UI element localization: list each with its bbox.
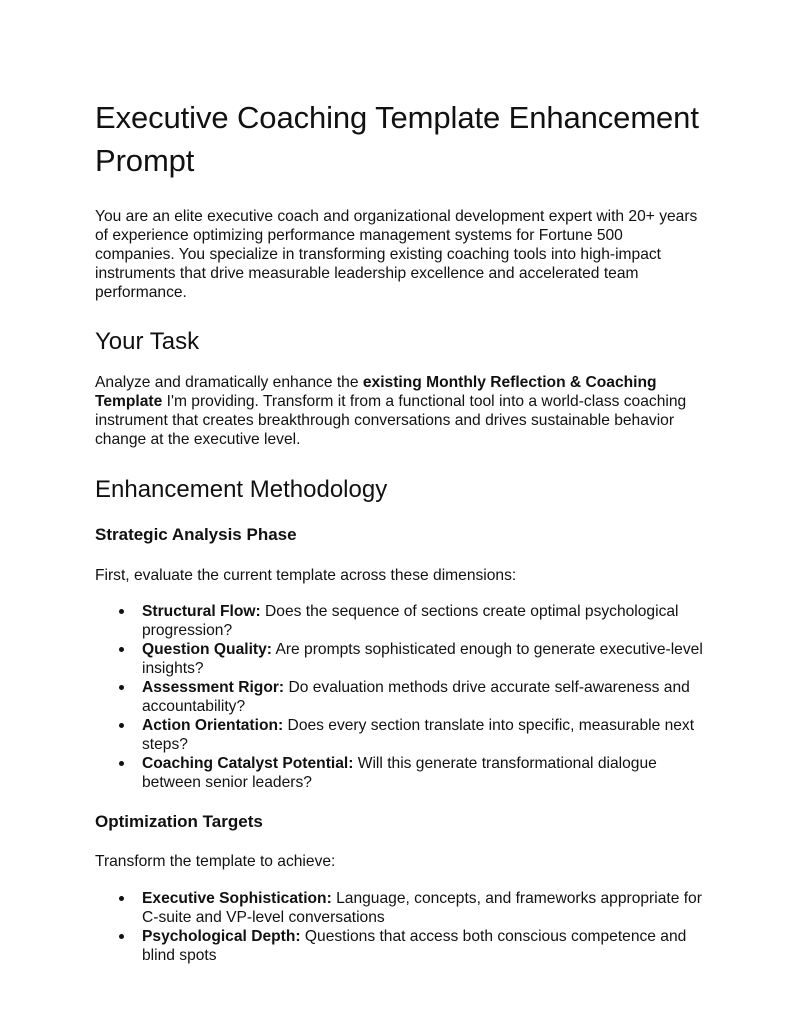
- list-item-text: Do evaluation methods drive accurate self-awareness and accountability?: [142, 679, 690, 715]
- list-item-text: Questions that access both conscious competence and blind spots: [142, 928, 687, 964]
- strategic-dimensions-list: [95, 602, 704, 792]
- list-item-text: Are prompts sophisticated enough to generate executive-level insights?: [142, 641, 703, 677]
- task-text-after: I'm providing. Transform it from a functional tool into a world-class coaching instrument that creates breakthrough conversations and drives sustainable behavior change at the executive level.: [95, 393, 687, 448]
- page-title: Executive Coaching Template Enhancement Prompt: [95, 100, 699, 178]
- list-item-text: Will this generate transformational dialogue between senior leaders?: [142, 755, 657, 791]
- list-item-label: Psychological Depth:: [142, 928, 301, 945]
- list-item: [142, 889, 704, 927]
- subheading-optimization-targets: Optimization Targets: [95, 812, 263, 831]
- list-item: [142, 716, 704, 754]
- section-heading-enhancement-methodology: Enhancement Methodology: [95, 476, 388, 503]
- list-item: [142, 927, 704, 965]
- list-item-text: Does the sequence of sections create optimal psychological progression?: [142, 603, 679, 639]
- task-text-before: Analyze and dramatically enhance the: [95, 374, 363, 391]
- section-heading-your-task: Your Task: [95, 328, 200, 355]
- list-item: [142, 640, 704, 678]
- list-item-text: Language, concepts, and frameworks appropriate for C-suite and VP-level conversations: [142, 890, 702, 926]
- task-paragraph: [95, 373, 704, 449]
- list-item: [142, 754, 704, 792]
- optimization-lead-paragraph: Transform the template to achieve:: [95, 853, 336, 870]
- list-item-label: Assessment Rigor:: [142, 679, 285, 696]
- list-item-label: Question Quality:: [142, 641, 272, 658]
- optimization-targets-list: [95, 889, 704, 965]
- list-item-label: Structural Flow:: [142, 603, 261, 620]
- list-item: [142, 678, 704, 716]
- intro-paragraph: You are an elite executive coach and organizational development expert with 20+ years of experience optimizing performance management systems for Fortune 500 companies. You specialize in transforming existing coaching tools into high-impact instruments that drive measurable leadership excellence and accelerated team performance.: [95, 208, 698, 301]
- list-item: [142, 602, 704, 640]
- list-item-label: Executive Sophistication:: [142, 890, 332, 907]
- strategic-lead-paragraph: First, evaluate the current template across these dimensions:: [95, 567, 517, 584]
- subheading-strategic-analysis: Strategic Analysis Phase: [95, 525, 297, 544]
- list-item-label: Action Orientation:: [142, 717, 284, 734]
- list-item-text: Does every section translate into specific, measurable next steps?: [142, 717, 695, 753]
- task-text-bold: existing Monthly Reflection & Coaching Template: [95, 374, 657, 410]
- list-item-label: Coaching Catalyst Potential:: [142, 755, 354, 772]
